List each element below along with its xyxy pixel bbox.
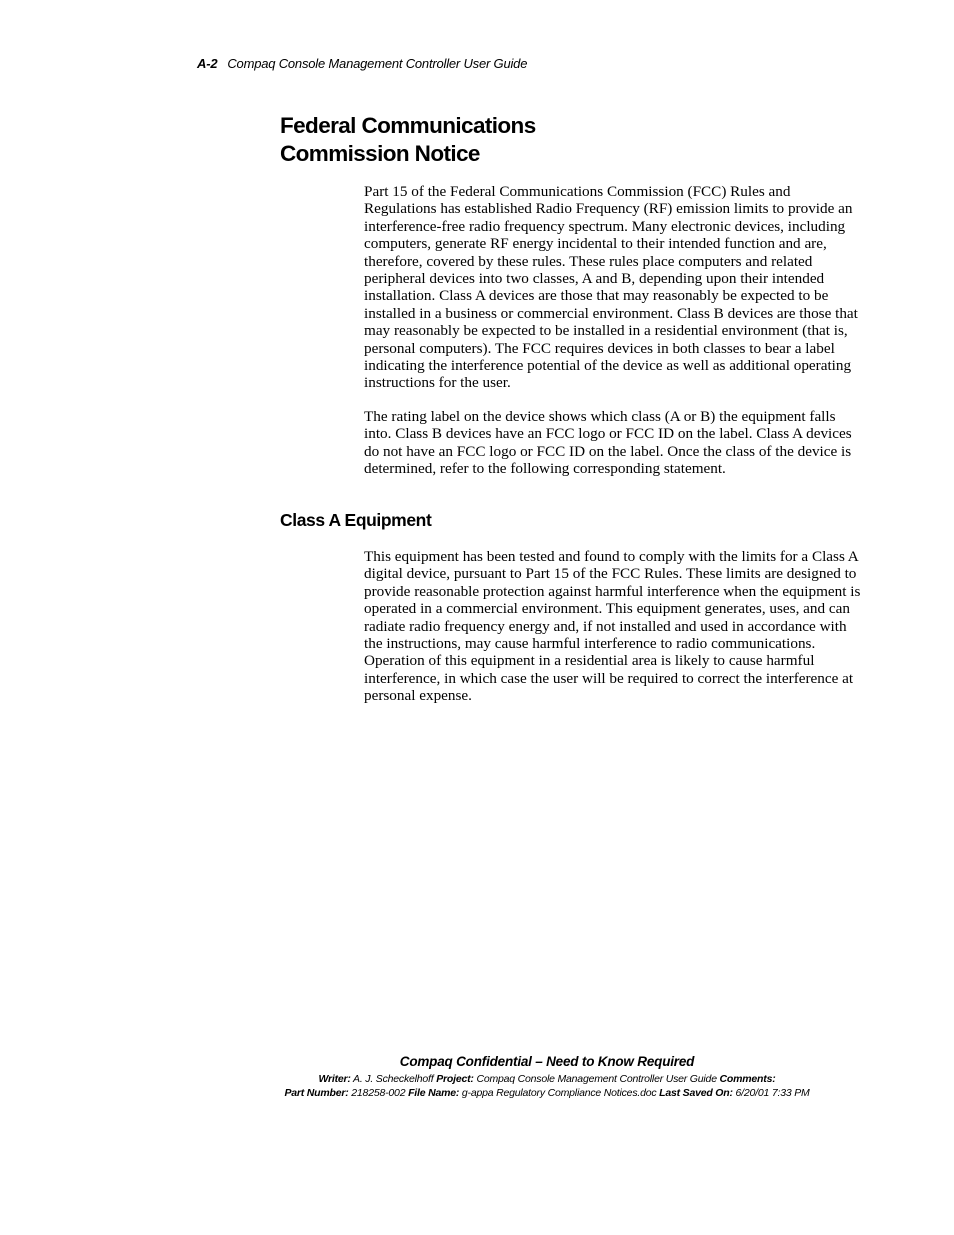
writer-label: Writer: (318, 1073, 351, 1085)
footer-metadata-line-2 (0, 1087, 954, 1099)
footer-confidential: Compaq Confidential – Need to Know Required (399, 1054, 695, 1069)
section-title (280, 112, 680, 168)
part-number-value: 218258-002 (351, 1087, 406, 1099)
class-a-paragraph: This equipment has been tested and found to comply with the limits for a Class A digital device, pursuant to Part 15 of the FCC Rules. These limits are designed to provide reasonable protection against harmful interference when the equipment is operated in a commercial environment. This equipment generates, uses, and can radiate radio frequency energy and, if not installed and used in accordance with the instructions, may cause harmful interference to radio communications. Operation of this equipment in a residential area is likely to cause harmful interference, in which case the user will be required to correct the interference at personal expense. (364, 548, 861, 705)
book-title: Compaq Console Management Controller User Guide (227, 56, 528, 71)
last-saved-value: 6/20/01 7:33 PM (735, 1087, 810, 1099)
fcc-intro-paragraph: Part 15 of the Federal Communications Commission (FCC) Rules and Regulations has established Radio Frequency (RF) emission limits to provide an interference-free radio frequency spectrum. Many electronic devices, including computers, generate RF energy incidental to their intended function and are, therefore, covered by these rules. These rules place computers and related peripheral devices into two classes, A and B, depending upon their intended installation. Class A devices are those that may reasonably be expected to be installed in a business or commercial environment. Class B devices are those that may reasonably be expected to be installed in a residential environment (that is, personal computers). The FCC requires devices in both classes to bear a label indicating the interference potential of the device as well as additional operating instructions for the user. (364, 183, 858, 392)
page-number: A-2 (197, 56, 218, 71)
project-value: Compaq Console Management Controller User Guide (476, 1073, 717, 1085)
file-name-value: g-appa Regulatory Compliance Notices.doc (461, 1087, 657, 1099)
section-title-line-1: Federal Communications (280, 113, 536, 138)
footer-metadata-line-1 (0, 1073, 954, 1085)
section-title-line-2: Commission Notice (280, 141, 480, 166)
writer-value: A. J. Scheckelhoff (353, 1073, 434, 1085)
subsection-title: Class A Equipment (280, 510, 432, 530)
comments-label: Comments: (719, 1073, 776, 1085)
rating-label-paragraph: The rating label on the device shows which class (A or B) the equipment falls into. Class B devices have an FCC logo or FCC ID on the label. Class A devices do not have an FCC logo or FCC ID on the label. Once the class of the device is determined, refer to the following corresponding statement. (364, 408, 852, 478)
part-number-label: Part Number: (284, 1087, 349, 1099)
last-saved-label: Last Saved On: (659, 1087, 733, 1099)
file-name-label: File Name: (408, 1087, 460, 1099)
project-label: Project: (436, 1073, 474, 1085)
running-header (197, 56, 527, 71)
